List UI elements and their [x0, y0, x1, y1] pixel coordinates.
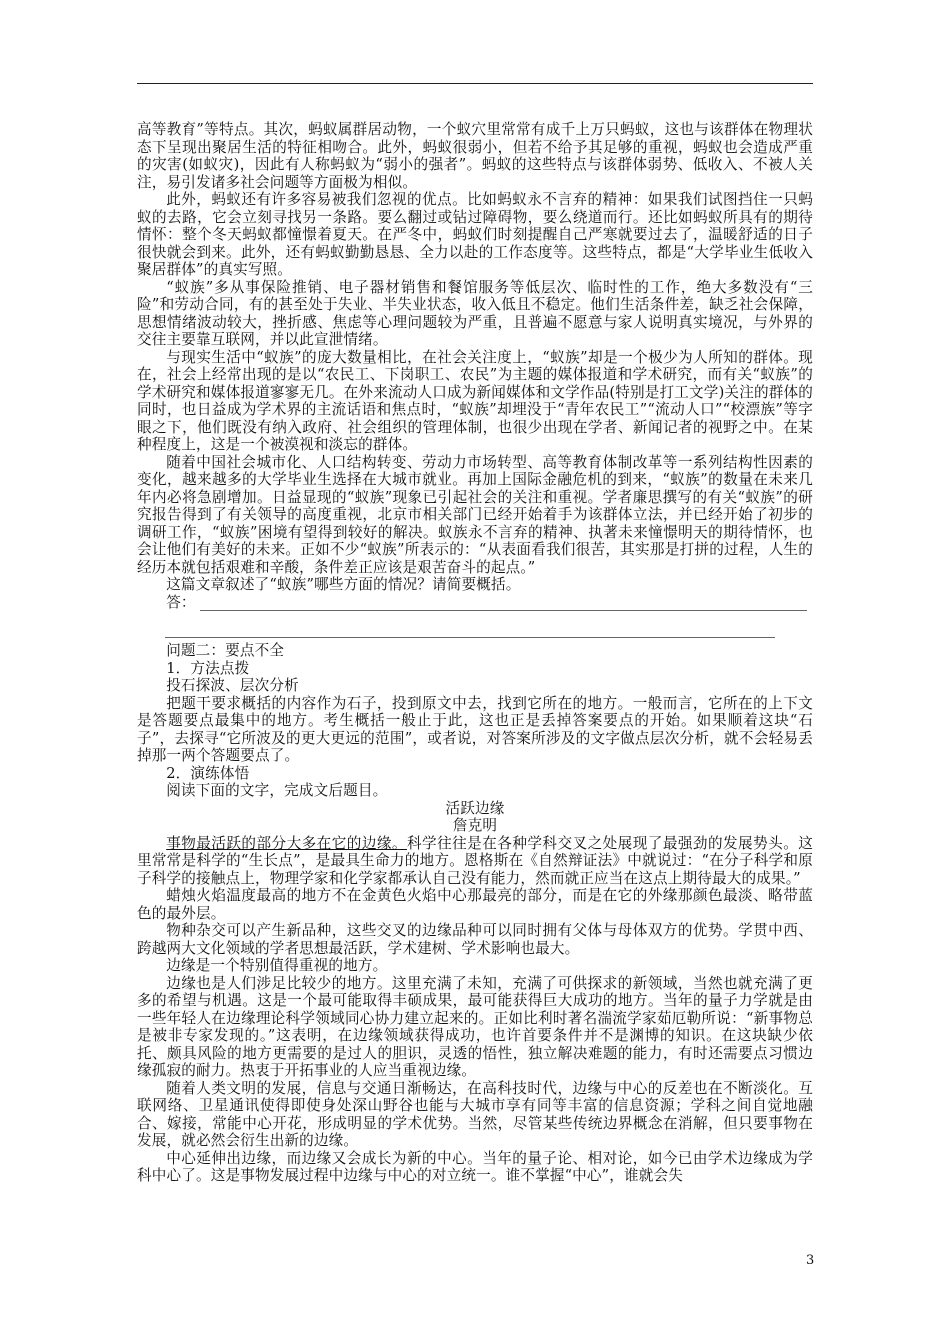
article-author: 詹克明 [452, 817, 498, 834]
paragraph-ant-tribe-work: “蚁族”多从事保险推销、电子器材销售和餐馆服务等低层次、临时性的工作，绝大多数没有“三险”和劳动合同，有的甚至处于失业、半失业状态，收入低且不稳定。他们生活条件差，缺乏社会保障，思想情绪波动较大，挫折感、焦虑等心理问题较为严重，且普遍不愿意与家人说明真实境况，与外界的交往主要靠互联网，并以此宣泄情绪。 [137, 278, 813, 348]
practice-heading: 2．演练体悟 [166, 764, 250, 782]
article-paragraph-1-rest: 科学往往是在各种学科交叉之处展现了最强劲的发展势头。这里常常是科学的“生长点”，是最具生命力的地方。恩格斯在《自然辩证法》中就说过：“在分子科学和原子科学的接触点上，物理学家和化学家都承认自己没有能力，然而就正应当在这点上期待最大的成果。” [137, 834, 813, 887]
answer-row[interactable] [137, 594, 813, 612]
article-paragraph-2: 蜡烛火焰温度最高的地方不在金黄色火焰中心那最亮的部分，而是在它的外缘那颜色最淡、略带蓝色的最外层。 [137, 887, 813, 922]
method-text: 把题干要求概括的内容作为石子，投到原文中去，找到它所在的地方。一般而言，它所在的上下文是答题要点最集中的地方。考生概括一般止于此，这也正是丢掉答案要点的开始。如果顺着这块“石子”，去探寻“它所波及的更大更远的范围”，或者说，对答案所涉及的文字做点层次分析，就不会轻易丢掉那一两个答题要点了。 [137, 694, 813, 764]
practice-intro: 阅读下面的文字，完成文后题目。 [166, 782, 388, 799]
document-body [137, 121, 813, 1185]
paragraph-ant-tribe-future: 随着中国社会城市化、人口结构转变、劳动力市场转型、高等教育体制改革等一系列结构性因素的变化，越来越多的大学毕业生选择在大城市就业。再加上国际金融危机的到来，“蚁族”的数量在未来几年内必将急剧增加。日益显现的“蚁族”现象已引起社会的关注和重视。学者廉思撰写的有关“蚁族”的研究报告得到了有关领导的高度重视，北京市相关部门已经开始着手为该群体立法，并已经开始了初步的调研工作，“蚁族”困境有望得到较好的解决。蚁族永不言弃的精神、执著未来憧憬明天的期待情怀，也会让他们有美好的未来。正如不少“蚁族”所表示的：“从表面看我们很苦，其实那是打拼的过程，人生的经历本就包括艰难和辛酸，条件差正应该是艰苦奋斗的起点。” [137, 453, 813, 576]
article-paragraph-3: 物种杂交可以产生新品种，这些交叉的边缘品种可以同时拥有父体与母体双方的优势。学贯中西、跨越两大文化领域的学者思想最活跃，学术建树、学术影响也最大。 [137, 922, 813, 957]
answer-label: 答： [166, 593, 196, 611]
article-paragraph-6: 随着人类文明的发展，信息与交通日渐畅达，在高科技时代，边缘与中心的反差也在不断淡化。互联网络、卫星通讯使得即使身处深山野谷也能与大城市享有同等丰富的信息资源；学科之间自觉地融合、嫁接，常能中心开花，形成明显的学术优势。当然，尽管某些传统边界概念在消解，但只要事物在发展，就必然会衍生出新的边缘。 [137, 1079, 813, 1149]
answer-line-2[interactable] [165, 627, 775, 638]
paragraph-ant-tribe-attention: 与现实生活中“蚁族”的庞大数量相比，在社会关注度上，“蚁族”却是一个极少为人所知的群体。现在，社会上经常出现的是以“农民工、下岗职工、农民”为主题的媒体报道和学术研究，而有关“蚁族”的学术研究和媒体报道寥寥无几。在外来流动人口成为新闻媒体和文学作品(特别是打工文学)关注的群体的同时，也日益成为学术界的主流话语和焦点时，“蚁族”却埋没于“青年农民工”“流动人口”“校漂族”等字眼之下，他们既没有纳入政府、社会组织的管理体制，也很少出现在学者、新闻记者的视野之中。在某种程度上，这是一个被漠视和淡忘的群体。 [137, 348, 813, 453]
article-title: 活跃边缘 [445, 799, 505, 817]
article-paragraph-5: 边缘也是人们涉足比较少的地方。这里充满了未知，充满了可供探求的新领域，当然也就充满了更多的希望与机遇。这是一个最可能取得丰硕成果，最可能获得巨大成功的地方。当年的量子力学就是由一些年轻人在边缘理论科学领域同心协力建立起来的。正如比利时著名湍流学家茹厄勒所说：“新事物总是被非专家发现的。”这表明，在边缘领域获得成功，也许首要条件并不是渊博的知识。在这块缺少依托、颇具风险的地方更需要的是过人的胆识，灵透的悟性，独立解决难题的能力，有时还需要点习惯边缘孤寂的耐力。热衷于开拓事业的人应当重视边缘。 [137, 974, 813, 1079]
answer-line[interactable] [200, 598, 807, 611]
article-paragraph-7: 中心延伸出边缘，而边缘又会成长为新的中心。当年的量子论、相对论，如今已由学术边缘成为学科中心了。这是事物发展过程中边缘与中心的对立统一。谁不掌握“中心”，谁就会失 [137, 1149, 813, 1184]
method-name: 投石探波、层次分析 [166, 677, 299, 694]
article-paragraph-4: 边缘是一个特别值得重视的地方。 [166, 957, 388, 974]
question-text: 这篇文章叙述了“蚁族”哪些方面的情况？请简要概括。 [166, 576, 521, 593]
page-number: 3 [806, 1253, 815, 1268]
article-paragraph-1 [137, 835, 813, 888]
method-heading: 1．方法点拨 [166, 659, 250, 677]
issue-heading: 问题二：要点不全 [166, 642, 285, 659]
header-rule [137, 83, 813, 84]
paragraph-ant-virtues: 此外，蚂蚁还有许多容易被我们忽视的优点。比如蚂蚁永不言弃的精神：如果我们试图挡住一只蚂蚁的去路，它会立刻寻找另一条路。要么翻过或钻过障碍物，要么绕道而行。还比如蚂蚁所具有的期待情怀：整个冬天蚂蚁都憧憬着夏天。在严冬中，蚂蚁们时刻提醒自己严寒就要过去了，温暖舒适的日子很快就会到来。此外，还有蚂蚁勤勤恳恳、全力以赴的工作态度等。这些特点，都是“大学毕业生低收入聚居群体”的真实写照。 [137, 191, 813, 278]
underlined-sentence: 事物最活跃的部分大多在它的边缘。 [166, 834, 407, 852]
paragraph-ant-traits: 高等教育”等特点。其次，蚂蚁属群居动物，一个蚁穴里常常有成千上万只蚂蚁，这也与该群体在物理状态下呈现出聚居生活的特征相吻合。此外，蚂蚁很弱小，但若不给予其足够的重视，蚂蚁也会造成严重的灾害(如蚁灾)，因此有人称蚂蚁为“弱小的强者”。蚂蚁的这些特点与该群体弱势、低收入、不被人关注，易引发诸多社会问题等方面极为相似。 [137, 121, 813, 191]
